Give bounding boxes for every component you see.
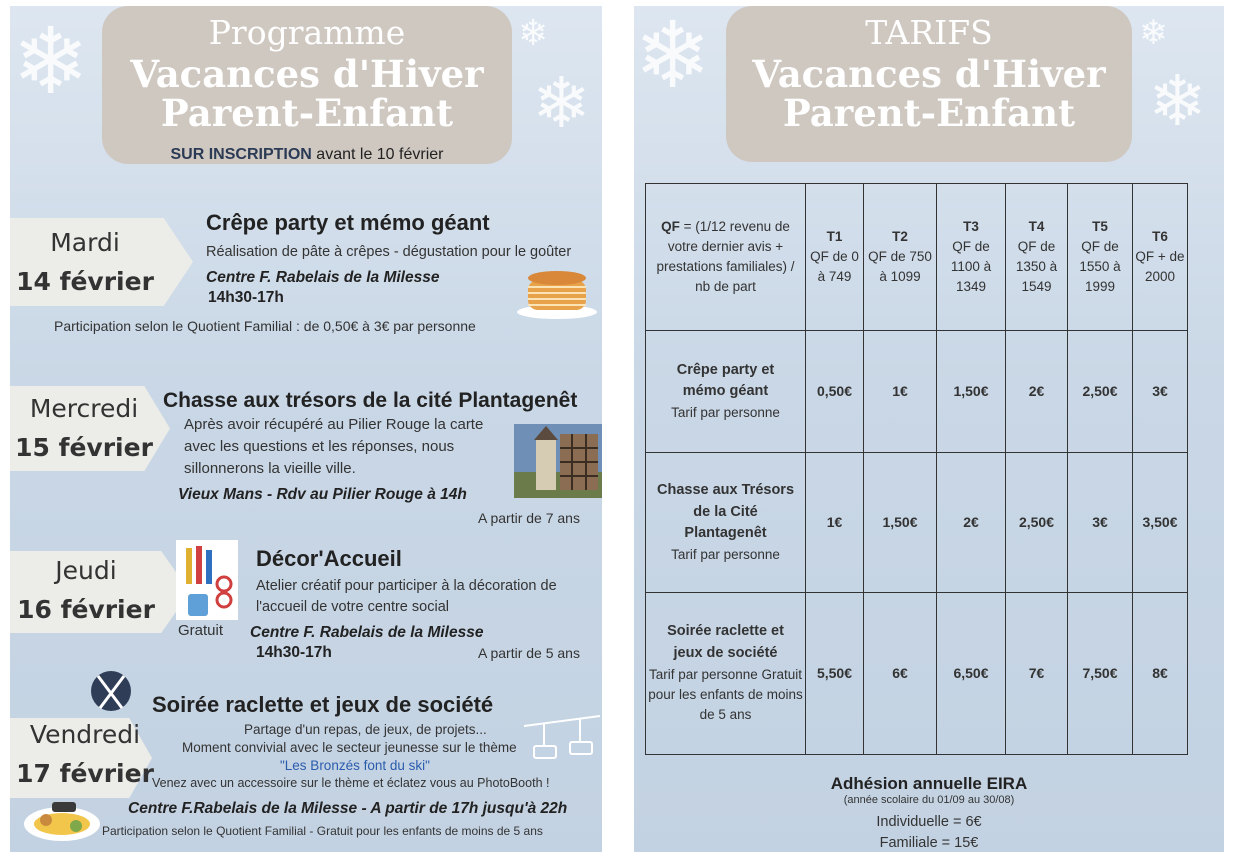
table-row (646, 453, 1188, 593)
activity-cell (646, 593, 806, 755)
membership-period: (année scolaire du 01/09 au 30/08) (843, 794, 1015, 806)
tarifs-title-box (726, 6, 1132, 162)
event-day-tag (10, 228, 160, 296)
snowflake-icon: ❄ (518, 13, 549, 54)
event-price: Gratuit (178, 622, 224, 639)
event-day: Jeudi (55, 556, 117, 585)
tier-range: QF de 0 à 749 (810, 248, 859, 285)
tier-code: T2 (892, 228, 908, 244)
chairlift-icon (524, 712, 600, 770)
event-place: Centre F. Rabelais de la Milesse (206, 269, 440, 286)
tier-code: T3 (963, 218, 979, 234)
tier-range: QF + de 2000 (1135, 248, 1185, 285)
program-title-box (102, 6, 512, 164)
event-place: Centre F. Rabelais de la Milesse (250, 624, 484, 641)
qf-header-cell (646, 184, 806, 331)
event-title: Décor'Accueil (256, 546, 402, 571)
tier-header-cell (864, 184, 937, 331)
tier-header-cell (806, 184, 864, 331)
program-page (10, 6, 602, 852)
activity-detail: Tarif par personne (671, 405, 780, 421)
event-line: Moment convivial avec le secteur jeunesse sur le thème (182, 740, 517, 755)
event-day-tag (10, 394, 158, 462)
event-description: Après avoir récupéré au Pilier Rouge la carte avec les questions et les réponses, nous sillonnerons la vieille ville. (184, 416, 484, 477)
event-description: Atelier créatif pour participer à la décoration de l'accueil de votre centre social (256, 578, 557, 616)
price-cell: 7,50€ (1068, 593, 1133, 755)
event-day-tag (10, 720, 160, 788)
event-date: 15 février (15, 433, 153, 462)
event-place: Vieux Mans - Rdv au Pilier Rouge à 14h (178, 486, 467, 503)
craft-supplies-icon (176, 540, 238, 620)
event-line: Venez avec un accessoire sur le thème et éclatez vous au PhotoBooth ! (152, 776, 550, 790)
snowflake-icon: ❄ (532, 62, 591, 144)
price-cell: 7€ (1006, 593, 1068, 755)
price-cell: 0,50€ (806, 331, 864, 453)
activity-cell (646, 331, 806, 453)
registration-bold: SUR INSCRIPTION (170, 146, 312, 163)
tier-code: T4 (1028, 218, 1045, 234)
price-cell: 3€ (1068, 453, 1133, 593)
event-day: Mercredi (29, 394, 139, 423)
snowflake-icon: ❄ (1148, 60, 1207, 142)
event-day: Vendredi (29, 720, 141, 749)
activity-detail: Tarif par personne (671, 547, 780, 562)
activity-detail: Tarif par personne Gratuit pour les enfants de moins de 5 ans (648, 666, 803, 723)
price-cell: 2€ (1006, 331, 1068, 453)
old-town-photo (514, 424, 602, 498)
activity-name: Crêpe party et mémo géant (676, 361, 775, 400)
price-cell: 3€ (1133, 331, 1188, 453)
price-cell: 6,50€ (937, 593, 1006, 755)
activity-name: Chasse aux Trésors de la Cité Plantagenêt (656, 481, 795, 542)
price-cell: 1€ (806, 453, 864, 593)
event-day-tag (10, 556, 162, 624)
event-age: A partir de 5 ans (478, 645, 580, 661)
event-title: Crêpe party et mémo géant (206, 210, 490, 235)
pancake-icon (516, 260, 598, 320)
event-note: Participation selon le Quotient Familial : de 0,50€ à 3€ par personne (54, 318, 476, 334)
event-date: 17 février (16, 759, 154, 788)
qf-formula: = (1/12 revenu de votre dernier avis + prestations familiales) / nb de part (656, 218, 795, 295)
raclette-photo (22, 796, 102, 842)
price-cell: 5,50€ (806, 593, 864, 755)
event-date: 14 février (16, 267, 154, 296)
price-cell: 2,50€ (1006, 453, 1068, 593)
tier-range: QF de 750 à 1099 (868, 248, 932, 285)
event-date: 16 février (17, 595, 155, 624)
tarifs-heading-line2: Parent-Enfant (782, 90, 1076, 135)
event-time: 14h30-17h (256, 644, 332, 661)
snowflake-icon: ❄ (1139, 13, 1168, 53)
event-time: 14h30-17h (208, 289, 284, 306)
tier-header-cell (937, 184, 1006, 331)
event-title: Soirée raclette et jeux de société (152, 692, 494, 717)
price-cell: 1€ (864, 331, 937, 453)
event-title: Chasse aux trésors de la cité Plantagenêt (163, 389, 578, 412)
table-header-row (646, 184, 1188, 331)
tier-code: T1 (826, 228, 843, 244)
price-cell: 3,50€ (1133, 453, 1188, 593)
event-theme: "Les Bronzés font du ski" (280, 758, 430, 773)
event-line: Partage d'un repas, de jeux, de projets... (244, 722, 487, 737)
tier-code: T6 (1152, 228, 1168, 244)
snowflake-icon: ❄ (12, 8, 90, 115)
event-day: Mardi (50, 228, 120, 257)
program-heading-small: Programme (208, 13, 406, 52)
membership-family: Familiale = 15€ (879, 835, 979, 851)
registration-deadline: avant le 10 février (316, 146, 444, 163)
price-cell: 8€ (1133, 593, 1188, 755)
membership-title: Adhésion annuelle EIRA (830, 774, 1028, 793)
ski-icon (88, 670, 134, 712)
membership-individual: Individuelle = 6€ (876, 814, 982, 830)
tier-range: QF de 1100 à 1349 (950, 238, 992, 295)
price-cell: 1,50€ (864, 453, 937, 593)
tarifs-page (634, 6, 1224, 852)
table-row (646, 593, 1188, 755)
price-cell: 6€ (864, 593, 937, 755)
qf-label: QF (661, 218, 680, 234)
snowflake-icon: ❄ (634, 6, 712, 109)
event-age: A partir de 7 ans (478, 510, 580, 526)
price-cell: 1,50€ (937, 331, 1006, 453)
program-heading-line1: Vacances d'Hiver (130, 52, 484, 96)
price-cell: 2,50€ (1068, 331, 1133, 453)
table-row (646, 331, 1188, 453)
membership-section (634, 774, 1224, 851)
event-note: Participation selon le Quotient Familial - Gratuit pour les enfants de moins de 5 ans (102, 824, 543, 838)
tier-header-cell (1068, 184, 1133, 331)
tier-range: QF de 1550 à 1999 (1079, 238, 1121, 295)
tier-header-cell (1133, 184, 1188, 331)
program-heading-line2: Parent-Enfant (160, 90, 454, 135)
registration-note (102, 146, 512, 164)
tarifs-heading-line1: Vacances d'Hiver (752, 52, 1106, 96)
activity-cell (646, 453, 806, 593)
event-description: Réalisation de pâte à crêpes - dégustation pour le goûter (206, 244, 572, 260)
price-cell: 2€ (937, 453, 1006, 593)
activity-name: Soirée raclette et jeux de société (667, 623, 784, 662)
tier-code: T5 (1092, 218, 1108, 234)
tarifs-table (645, 183, 1188, 755)
tarifs-heading-small: TARIFS (865, 13, 993, 52)
tier-range: QF de 1350 à 1549 (1015, 238, 1058, 295)
tier-header-cell (1006, 184, 1068, 331)
event-place: Centre F.Rabelais de la Milesse - A partir de 17h jusqu'à 22h (128, 800, 568, 817)
